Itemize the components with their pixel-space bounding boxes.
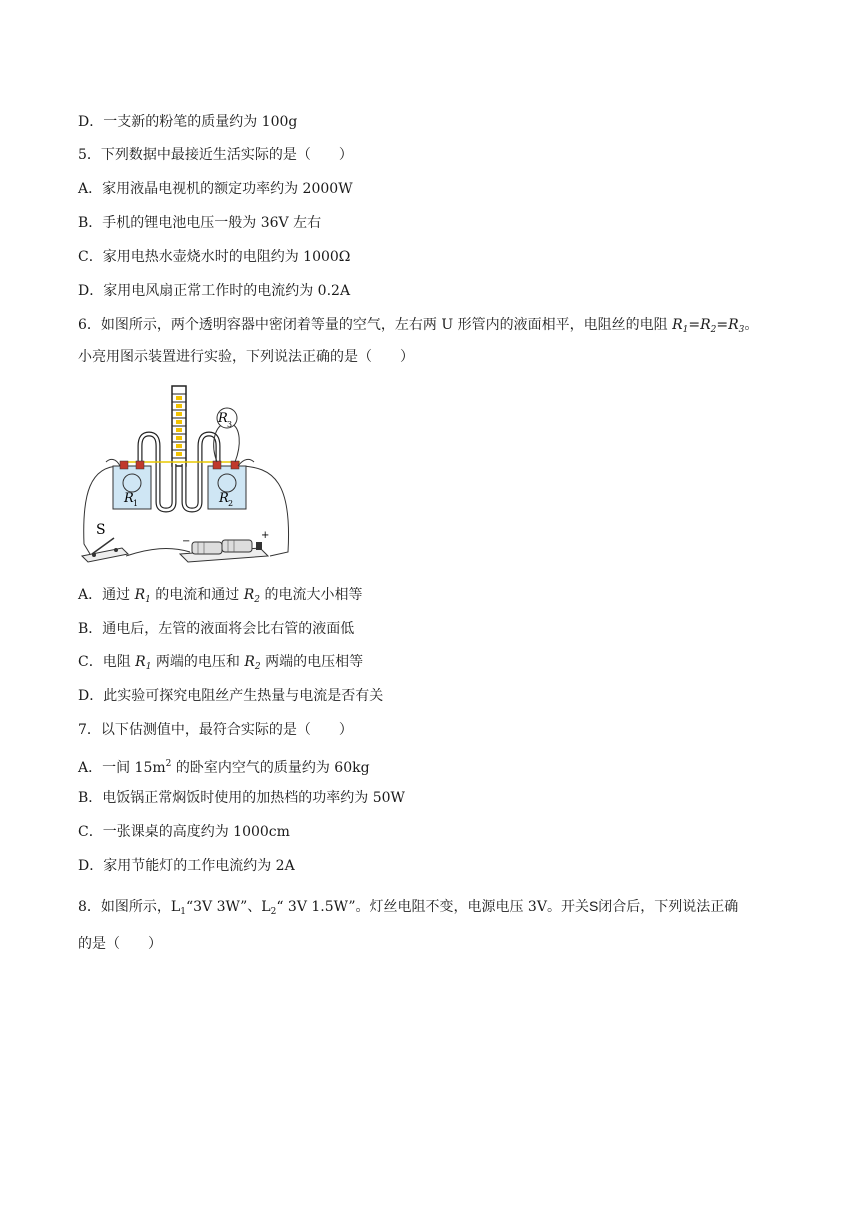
r3-label: R	[218, 411, 228, 426]
question-7-stem: 7．以下估测值中，最符合实际的是（ ）	[78, 722, 353, 738]
circuit-figure	[80, 384, 295, 566]
question-8-stem-line1: 8．如图所示，$L_1“3V$ 3W”、$L_2“$ 3V 1.5W”。灯丝电阻不变，电源电压 3V。开关S闭合后，下列说法正确	[78, 898, 739, 917]
question-6-stem-line1: 6．如图所示，两个透明容器中密闭着等量的空气，左右两 U 形管内的液面相平，电阻丝的电阻 $R_1=R_2=R_3$。	[78, 317, 759, 335]
r1-subscript: 1	[133, 499, 139, 508]
r1-label: R	[124, 491, 134, 506]
switch-label: S	[96, 522, 106, 538]
circuit-diagram	[80, 384, 295, 566]
question-7-option-a: A．一间 $15m^2$ 的卧室内空气的质量约为 60kg	[78, 759, 370, 776]
question-6-option-d: D．此实验可探究电阻丝产生热量与电流是否有关	[78, 688, 384, 704]
question-6-option-b: B．通电后，左管的液面将会比右管的液面低	[78, 621, 355, 637]
question-5-option-a: A．家用液晶电视机的额定功率约为 2000W	[78, 181, 353, 197]
question-7-option-c: C．一张课桌的高度约为 1000cm	[78, 824, 290, 840]
line-q4-option-d: D．一支新的粉笔的质量约为 100g	[78, 114, 298, 130]
question-6-stem-line2: 小亮用图示装置进行实验，下列说法正确的是（ ）	[78, 349, 414, 365]
question-8-stem-line2: 的是（ ）	[78, 936, 162, 952]
r3-subscript: 3	[227, 420, 233, 429]
question-6-option-c: C．电阻 $R_1$ 两端的电压和 $R_2$ 两端的电压相等	[78, 654, 364, 672]
question-5-option-b: B．手机的锂电池电压一般为 36V 左右	[78, 215, 322, 231]
r2-label: R	[219, 491, 229, 506]
battery-minus: −	[182, 536, 191, 547]
question-5-option-c: C．家用电热水壶烧水时的电阻约为 1000Ω	[78, 249, 351, 265]
question-7-option-d: D．家用节能灯的工作电流约为 2A	[78, 858, 295, 874]
r2-subscript: 2	[228, 499, 234, 508]
question-6-option-a: A．通过 $R_1$ 的电流和通过 $R_2$ 的电流大小相等	[78, 587, 363, 605]
question-5-stem: 5．下列数据中最接近生活实际的是（ ）	[78, 147, 353, 163]
battery-plus: +	[261, 530, 270, 541]
question-5-option-d: D．家用电风扇正常工作时的电流约为 0.2A	[78, 283, 351, 299]
question-7-option-b: B．电饭锅正常焖饭时使用的加热档的功率约为 50W	[78, 790, 405, 806]
